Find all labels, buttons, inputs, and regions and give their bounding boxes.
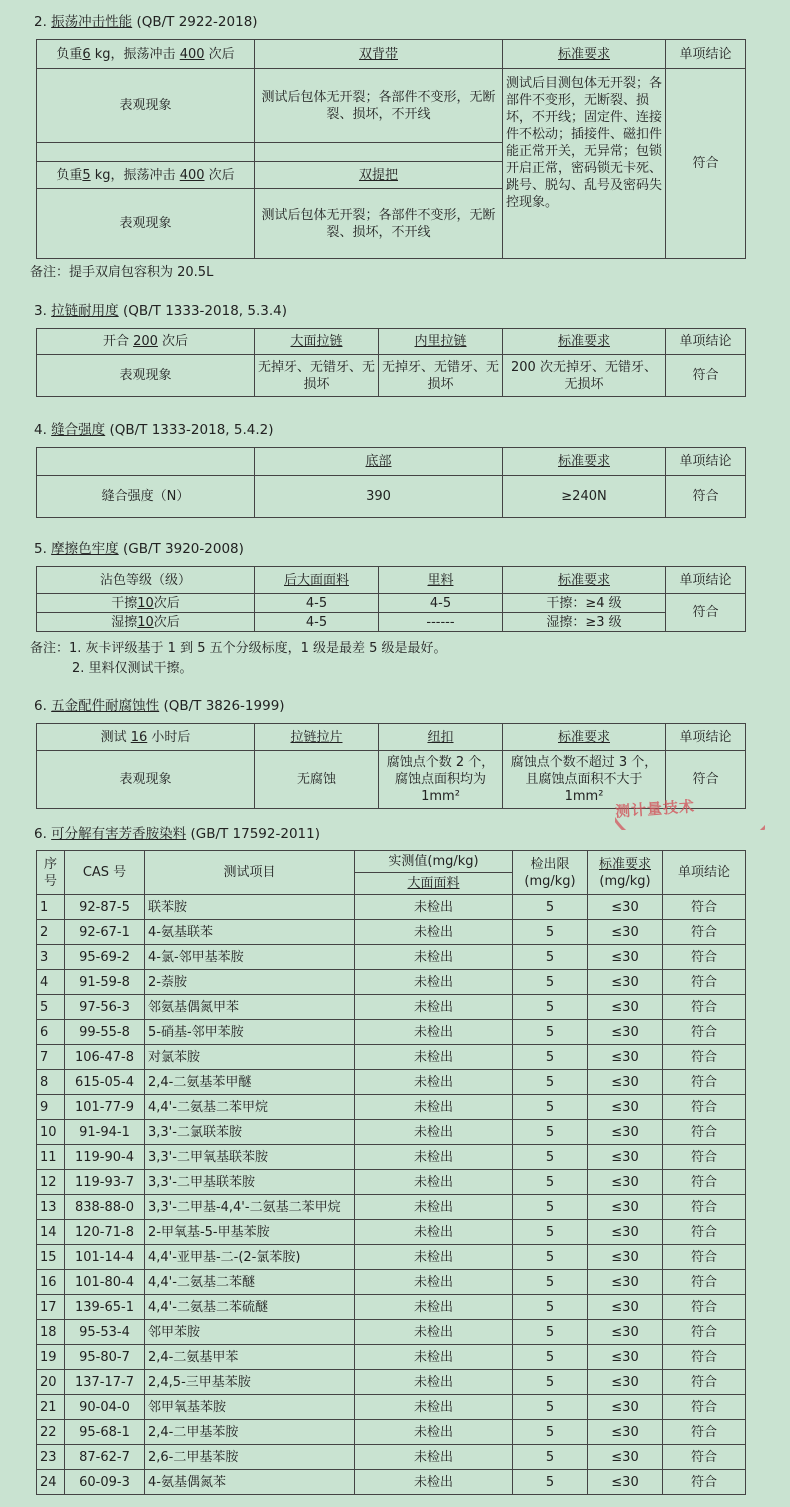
table-row: 18 95-53-4 邻甲苯胺 未检出 5 ≤30 符合 bbox=[37, 1320, 746, 1345]
zipper-durability-table: 开合 200 次后 大面拉链 内里拉链 标准要求 单项结论 表观现象 无掉牙、无错牙、无损坏 无掉牙、无错牙、无损坏 200 次无掉牙、无错牙、无损坏 符合 bbox=[36, 328, 746, 397]
section-2-note: 备注：提手双肩包容积为 20.5L bbox=[30, 265, 214, 280]
table-row: 17 139-65-1 4,4'-二氨基二苯硫醚 未检出 5 ≤30 符合 bbox=[37, 1295, 746, 1320]
table-row: 16 101-80-4 4,4'-二氨基二苯醚 未检出 5 ≤30 符合 bbox=[37, 1270, 746, 1295]
table-row: 14 120-71-8 2-甲氧基-5-甲基苯胺 未检出 5 ≤30 符合 bbox=[37, 1220, 746, 1245]
table-row: 4 91-59-8 2-萘胺 未检出 5 ≤30 符合 bbox=[37, 970, 746, 995]
table-row: 23 87-62-7 2,6-二甲基苯胺 未检出 5 ≤30 符合 bbox=[37, 1445, 746, 1470]
table-row: 9 101-77-9 4,4'-二氨基二苯甲烷 未检出 5 ≤30 符合 bbox=[37, 1095, 746, 1120]
section-5-title: 5. 摩擦色牢度 (GB/T 3920-2008) bbox=[34, 541, 244, 557]
vibration-impact-table: 负重6 kg，振荡冲击 400 次后 双背带 标准要求 单项结论 表观现象 测试后包体无开裂；各部件不变形，无断裂、损坏，不开线 测试后目测包体无开裂；各部件不变形，无断裂、损坏，不开线；固定件、连接件不松动；插接件、磁扣件能正常开关，无异常；包锁开启正常，密码锁无卡死、跳号、脱勾、乱号及密码失控现象。 符合 负重5 kg，振荡冲击 400 次后 双提把 表观现象 测试后包体无开裂；各部件不变形，无断裂、损坏，不开线 bbox=[36, 39, 746, 259]
section-4-title: 4. 缝合强度 (QB/T 1333-2018, 5.4.2) bbox=[34, 422, 274, 438]
table-row: 1 92-87-5 联苯胺 未检出 5 ≤30 符合 bbox=[37, 895, 746, 920]
table-row: 7 106-47-8 对氯苯胺 未检出 5 ≤30 符合 bbox=[37, 1045, 746, 1070]
table-row: 11 119-90-4 3,3'-二甲氧基联苯胺 未检出 5 ≤30 符合 bbox=[37, 1145, 746, 1170]
table-row: 10 91-94-1 3,3'-二氯联苯胺 未检出 5 ≤30 符合 bbox=[37, 1120, 746, 1145]
table-row: 19 95-80-7 2,4-二氨基甲苯 未检出 5 ≤30 符合 bbox=[37, 1345, 746, 1370]
rub-fastness-table: 沾色等级（级） 后大面面料 里料 标准要求 单项结论 干擦10次后 4-5 4-5 干擦：≥4 级 符合 湿擦10次后 4-5 ------ 湿擦：≥3 级 bbox=[36, 566, 746, 632]
red-seal-stamp: 测计量技术 bbox=[615, 790, 765, 830]
table-row: 3 95-69-2 4-氯-邻甲基苯胺 未检出 5 ≤30 符合 bbox=[37, 945, 746, 970]
table-row: 15 101-14-4 4,4'-亚甲基-二-(2-氯苯胺) 未检出 5 ≤30 符合 bbox=[37, 1245, 746, 1270]
hardware-corrosion-table: 测试 16 小时后 拉链拉片 纽扣 标准要求 单项结论 表观现象 无腐蚀 腐蚀点个数 2 个，腐蚀点面积均为 1mm² 腐蚀点个数不超过 3 个，且腐蚀点面积不大于 1mm² 符合 bbox=[36, 723, 746, 809]
aromatic-amine-table: 序号 CAS 号 测试项目 实测值(mg/kg) 检出限(mg/kg) 标准要求 (mg/kg) 单项结论 大面面料 1 92-87-5 联苯胺 未检出 5 ≤30 符合 2 92-67-1 4-氨基联苯 未检出 5 ≤30 符合 3 95-69-2 4-氯-邻甲基苯胺 未检出 5 ≤30 符合 4 91-59-8 2-萘胺 未检出 5 ≤30 符合 5 97-56-3 邻氨基偶氮甲苯 未检出 5 ≤30 符合 6 99-55-8 5-硝基-邻甲苯胺 未检出 5 ≤30 符合 7 106-47-8 对氯苯胺 未检出 5 ≤30 符合 8 615-05-4 2,4-二氨基苯甲醚 未检出 5 ≤30 符合 9 101-77-9 4,4'-二氨基二苯甲烷 未检出 5 ≤30 符合 10 91-94-1 3,3'-二氯联苯胺 未检出 5 ≤30 符合 11 119-90-4 3,3'-二甲氧基联苯胺 未检出 5 ≤30 符合 12 119-93-7 3,3'-二甲基联苯胺 未检出 5 ≤30 符合 13 838-88-0 3,3'-二甲基-4,4'-二氨基二苯甲烷 未检出 5 ≤30 符合 14 120-71-8 2-甲氧基-5-甲基苯胺 未检出 5 ≤30 符合 15 101-14-4 4,4'-亚甲基-二-(2-氯苯胺) 未检出 5 ≤30 符合 16 101-80-4 4,4'-二氨基二苯醚 未检出 5 ≤30 符合 17 139-65-1 4,4'-二氨基二苯硫醚 未检出 5 ≤30 符合 18 95-53-4 邻甲苯胺 未检出 5 ≤30 符合 19 95-80-7 2,4-二氨基甲苯 未检出 5 ≤30 符合 20 137-17-7 2,4,5-三甲基苯胺 未检出 5 ≤30 符合 21 90-04-0 邻甲氧基苯胺 未检出 5 ≤30 符合 22 95-68-1 2,4-二甲基苯胺 未检出 5 ≤30 符合 23 87-62-7 2,6-二甲基苯胺 未检出 5 ≤30 符合 24 60-09-3 4-氨基偶氮苯 未检出 5 ≤30 符合 bbox=[36, 850, 746, 1495]
section-5-note-2: 2. 里料仅测试干擦。 bbox=[72, 661, 193, 676]
table-row: 12 119-93-7 3,3'-二甲基联苯胺 未检出 5 ≤30 符合 bbox=[37, 1170, 746, 1195]
table-row: 6 99-55-8 5-硝基-邻甲苯胺 未检出 5 ≤30 符合 bbox=[37, 1020, 746, 1045]
section-6-title: 6. 五金配件耐腐蚀性 (QB/T 3826-1999) bbox=[34, 698, 285, 714]
table-row: 20 137-17-7 2,4,5-三甲基苯胺 未检出 5 ≤30 符合 bbox=[37, 1370, 746, 1395]
table-row: 22 95-68-1 2,4-二甲基苯胺 未检出 5 ≤30 符合 bbox=[37, 1420, 746, 1445]
section-6b-title: 6. 可分解有害芳香胺染料 (GB/T 17592-2011) bbox=[34, 826, 320, 842]
table-row: 2 92-67-1 4-氨基联苯 未检出 5 ≤30 符合 bbox=[37, 920, 746, 945]
section-3-title: 3. 拉链耐用度 (QB/T 1333-2018, 5.3.4) bbox=[34, 303, 287, 319]
section-2-title: 2. 振荡冲击性能 (QB/T 2922-2018) bbox=[34, 14, 258, 30]
table-row: 13 838-88-0 3,3'-二甲基-4,4'-二氨基二苯甲烷 未检出 5 ≤30 符合 bbox=[37, 1195, 746, 1220]
table-row: 21 90-04-0 邻甲氧基苯胺 未检出 5 ≤30 符合 bbox=[37, 1395, 746, 1420]
table-row: 24 60-09-3 4-氨基偶氮苯 未检出 5 ≤30 符合 bbox=[37, 1470, 746, 1495]
standard-requirement: 测试后目测包体无开裂；各部件不变形，无断裂、损坏，不开线；固定件、连接件不松动；插接件、磁扣件能正常开关，无异常；包锁开启正常，密码锁无卡死、跳号、脱勾、乱号及密码失控现象。 bbox=[503, 69, 666, 259]
seam-strength-table: 底部 标准要求 单项结论 缝合强度（N） 390 ≥240N 符合 bbox=[36, 447, 746, 518]
table-row: 8 615-05-4 2,4-二氨基苯甲醚 未检出 5 ≤30 符合 bbox=[37, 1070, 746, 1095]
table-row: 5 97-56-3 邻氨基偶氮甲苯 未检出 5 ≤30 符合 bbox=[37, 995, 746, 1020]
section-5-note-1: 备注：1. 灰卡评级基于 1 到 5 五个分级标度，1 级是最差 5 级是最好。 bbox=[30, 641, 447, 656]
